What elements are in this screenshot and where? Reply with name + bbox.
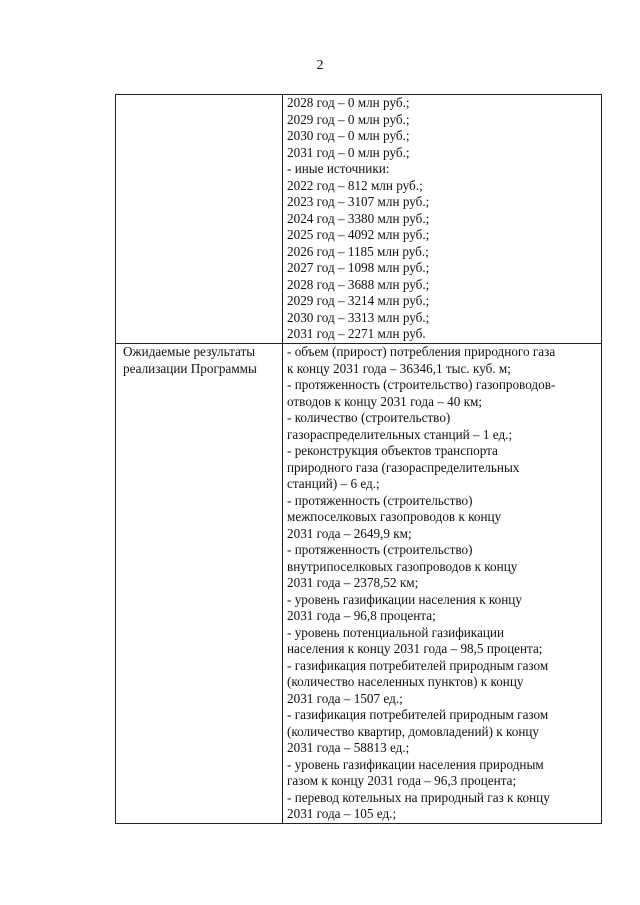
result-line: газораспределительных станций – 1 ед.; [287, 426, 513, 442]
funding-line: 2025 год – 4092 млн руб.; [287, 227, 430, 242]
funding-line: 2026 год – 1185 млн руб.; [287, 243, 429, 259]
result-line: - газификация потребителей природным газом [287, 707, 549, 722]
funding-line: 2027 год – 1098 млн руб.; [287, 260, 430, 275]
funding-line: 2031 год – 2271 млн руб. [287, 326, 426, 341]
result-line: станций) – 6 ед.; [287, 476, 380, 491]
result-line: - уровень потенциальной газификации [287, 624, 505, 640]
row1-label-cell [116, 95, 283, 344]
result-line: (количество квартир, домовладений) к концу [287, 723, 540, 739]
result-line: - количество (строительство) [287, 410, 451, 425]
result-line: - объем (прирост) потребления природного газа [287, 344, 556, 359]
result-line: газом к концу 2031 года – 96,3 процента; [287, 773, 517, 788]
result-line: (количество населенных пунктов) к концу [287, 674, 524, 689]
funding-line: 2030 год – 3313 млн руб.; [287, 309, 430, 325]
table-row-expected-results [116, 344, 602, 824]
funding-line: - иные источники: [287, 161, 390, 176]
result-line: - протяженность (строительство) [287, 492, 473, 508]
result-line: - протяженность (строительство) [287, 542, 473, 557]
result-line: 2031 года – 2378,52 км; [287, 575, 419, 590]
funding-line: 2023 год – 3107 млн руб.; [287, 194, 430, 209]
result-line: отводов к концу 2031 года – 40 км; [287, 393, 483, 409]
funding-line: 2029 год – 0 млн руб.; [287, 111, 410, 127]
result-line: межпоселковых газопроводов к концу [287, 509, 502, 524]
result-line: - уровень газификации населения к концу [287, 591, 522, 607]
result-line: - уровень газификации населения природным [287, 756, 544, 772]
program-passport-table [115, 94, 602, 824]
result-line: внутрипоселковых газопроводов к концу [287, 558, 518, 574]
funding-line: 2030 год – 0 млн руб.; [287, 128, 410, 143]
result-line: - протяженность (строительство) газопроводов- [287, 377, 556, 392]
funding-line: 2024 год – 3380 млн руб.; [287, 210, 430, 226]
funding-line: 2028 год – 3688 млн руб.; [287, 276, 430, 292]
result-line: 2031 года – 2649,9 км; [287, 525, 412, 541]
result-line: - реконструкция объектов транспорта [287, 443, 498, 458]
result-line: - газификация потребителей природным газом [287, 657, 549, 673]
table-row-funding [116, 95, 602, 344]
result-line: 2031 года – 58813 ед.; [287, 740, 410, 755]
result-line: 2031 года – 1507 ед.; [287, 690, 403, 706]
expected-results-label: Ожидаемые результаты реализации Программы [123, 344, 257, 376]
result-line: природного газа (газораспределительных [287, 459, 520, 475]
result-line: 2031 года – 105 ед.; [287, 806, 397, 821]
funding-line: 2028 год – 0 млн руб.; [287, 95, 410, 110]
page-number: 2 [316, 58, 324, 73]
funding-line: 2022 год – 812 млн руб.; [287, 177, 423, 193]
row2-content-cell [283, 344, 602, 824]
funding-line: 2031 год – 0 млн руб.; [287, 144, 410, 160]
row1-content-cell [283, 95, 602, 344]
result-line: населения к концу 2031 года – 98,5 процента; [287, 641, 543, 656]
result-line: - перевод котельных на природный газ к концу [287, 789, 550, 805]
result-line: 2031 года – 96,8 процента; [287, 608, 436, 623]
funding-line: 2029 год – 3214 млн руб.; [287, 293, 430, 308]
result-line: к концу 2031 года – 36346,1 тыс. куб. м; [287, 360, 511, 376]
row2-label-cell [116, 344, 283, 824]
